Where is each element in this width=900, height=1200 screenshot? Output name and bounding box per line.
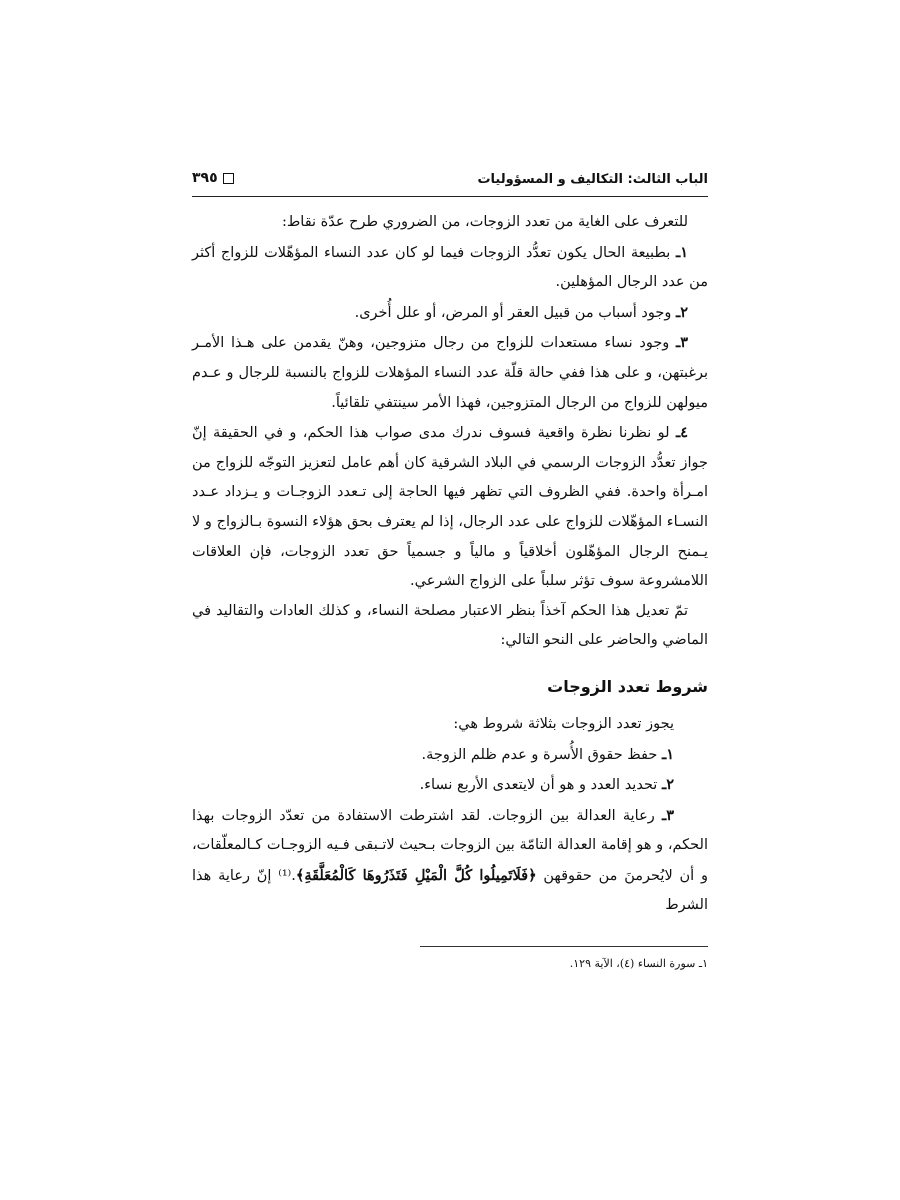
condition-3-text-b: .⁽¹⁾ إنّ رعاية هذا الشرط [192,867,708,914]
point-2-text: وجود أسباب من قبيل العقر أو المرض، أو علل أُخرى. [354,304,672,321]
footnote: ١ـ سورة النساء (٤)، الآية ١٢٩. [569,957,708,970]
condition-3-text-a: رعاية العدالة بين الزوجات. لقد اشترطت الاستفادة من تعدّد الزوجات بهذا الحكم، و هو إقامة العدالة التامّة بين الزوجات بـحيث لاتـبقى فـيه الزوجـات كـالمعلّقات، و أن لايُحرمنَ من حقوقهن [192,807,709,884]
page-number-group [192,170,234,186]
intro-paragraph: للتعرف على الغاية من تعدد الزوجات، من الضروري طرح عدّة نقاط: [281,214,688,230]
point-4 [192,418,708,597]
closing-paragraph: تمّ تعديل هذا الحكم آخذاً بنظر الاعتبار مصلحة النساء، و كذلك العادات والتقاليد في الماضي والحاضر على النحو التالي: [192,602,708,649]
quran-verse: ﴿فَلَاتَمِيلُوا كُلَّ الْمَيْلِ فَتَذَرُوهَا كَالْمُعَلَّقَةِ﴾ [295,866,537,884]
point-4-number: ٤ـ [675,424,689,442]
header-divider [192,196,708,197]
page-body [192,208,708,921]
condition-2-number: ٢ـ [661,776,674,794]
page-header [192,170,708,194]
condition-2-text: تحديد العدد و هو أن لايتعدى الأربع نساء. [419,777,658,794]
point-1-text: بطبيعة الحال يكون تعدُّد الزوجات فيما لو كان عدد النساء المؤهّلات للزواج أكثر من عدد الرجال المؤهلين. [192,244,708,291]
point-1-number: ١ـ [675,243,688,261]
point-1 [192,238,708,298]
condition-1-text: حفظ حقوق الأُسرة و عدم ظلم الزوجة. [421,746,658,763]
footnote-divider [420,946,708,947]
condition-1 [192,740,708,771]
chapter-title: الباب الثالث: التكاليف و المسؤوليات [477,172,708,187]
condition-1-number: ١ـ [661,745,674,763]
condition-3 [192,801,708,921]
page-number: ٣٩٥ [192,170,218,186]
section-heading: شروط تعدد الزوجات [547,676,708,696]
point-2-number: ٢ـ [675,303,688,321]
conditions-intro: يجوز تعدد الزوجات بثلاثة شروط هي: [453,715,674,732]
square-icon [223,173,234,184]
condition-3-number: ٣ـ [661,806,674,824]
point-3-text: وجود نساء مستعدات للزواج من رجال متزوجين، وهنّ يقدمن على هـذا الأمـر برغبتهن، و على هذا ففي حالة قلّة عدد النساء المؤهلات للزواج بالنسبة للرجال و عـدم ميولهن للزواج من الرجال المتزوجين، فهذا الأمر سينتفي تلقائياً. [192,335,708,411]
point-4-text: لو نظرنا نظرة واقعية فسوف ندرك مدى صواب هذا الحكم، و في الحقيقة إنّ جواز تعدُّد الزوجات الرسمي في البلاد الشرقية كان أهم عامل لتعزيز التوجّه للزواج من امـرأة واحدة. ففي الظروف التي تظهر فيها الحاجة إلى تـعدد الزوجـات و يـزداد عـدد النسـاء المؤهّلات للزواج على عدد الرجال، إذا لم يعترف بحق هؤلاء النسوة بـالزواج و لا يـمنح الرجال المؤهّلون أخلاقياً و مالياً و جسمياً حق تعدد الزوجات، فإن العلاقات اللامشروعة سوف تؤثر سلباً على الزواج الشرعي. [192,425,708,590]
point-2 [192,298,708,329]
point-3 [192,328,708,418]
condition-2 [192,770,708,801]
point-3-number: ٣ـ [675,334,689,352]
